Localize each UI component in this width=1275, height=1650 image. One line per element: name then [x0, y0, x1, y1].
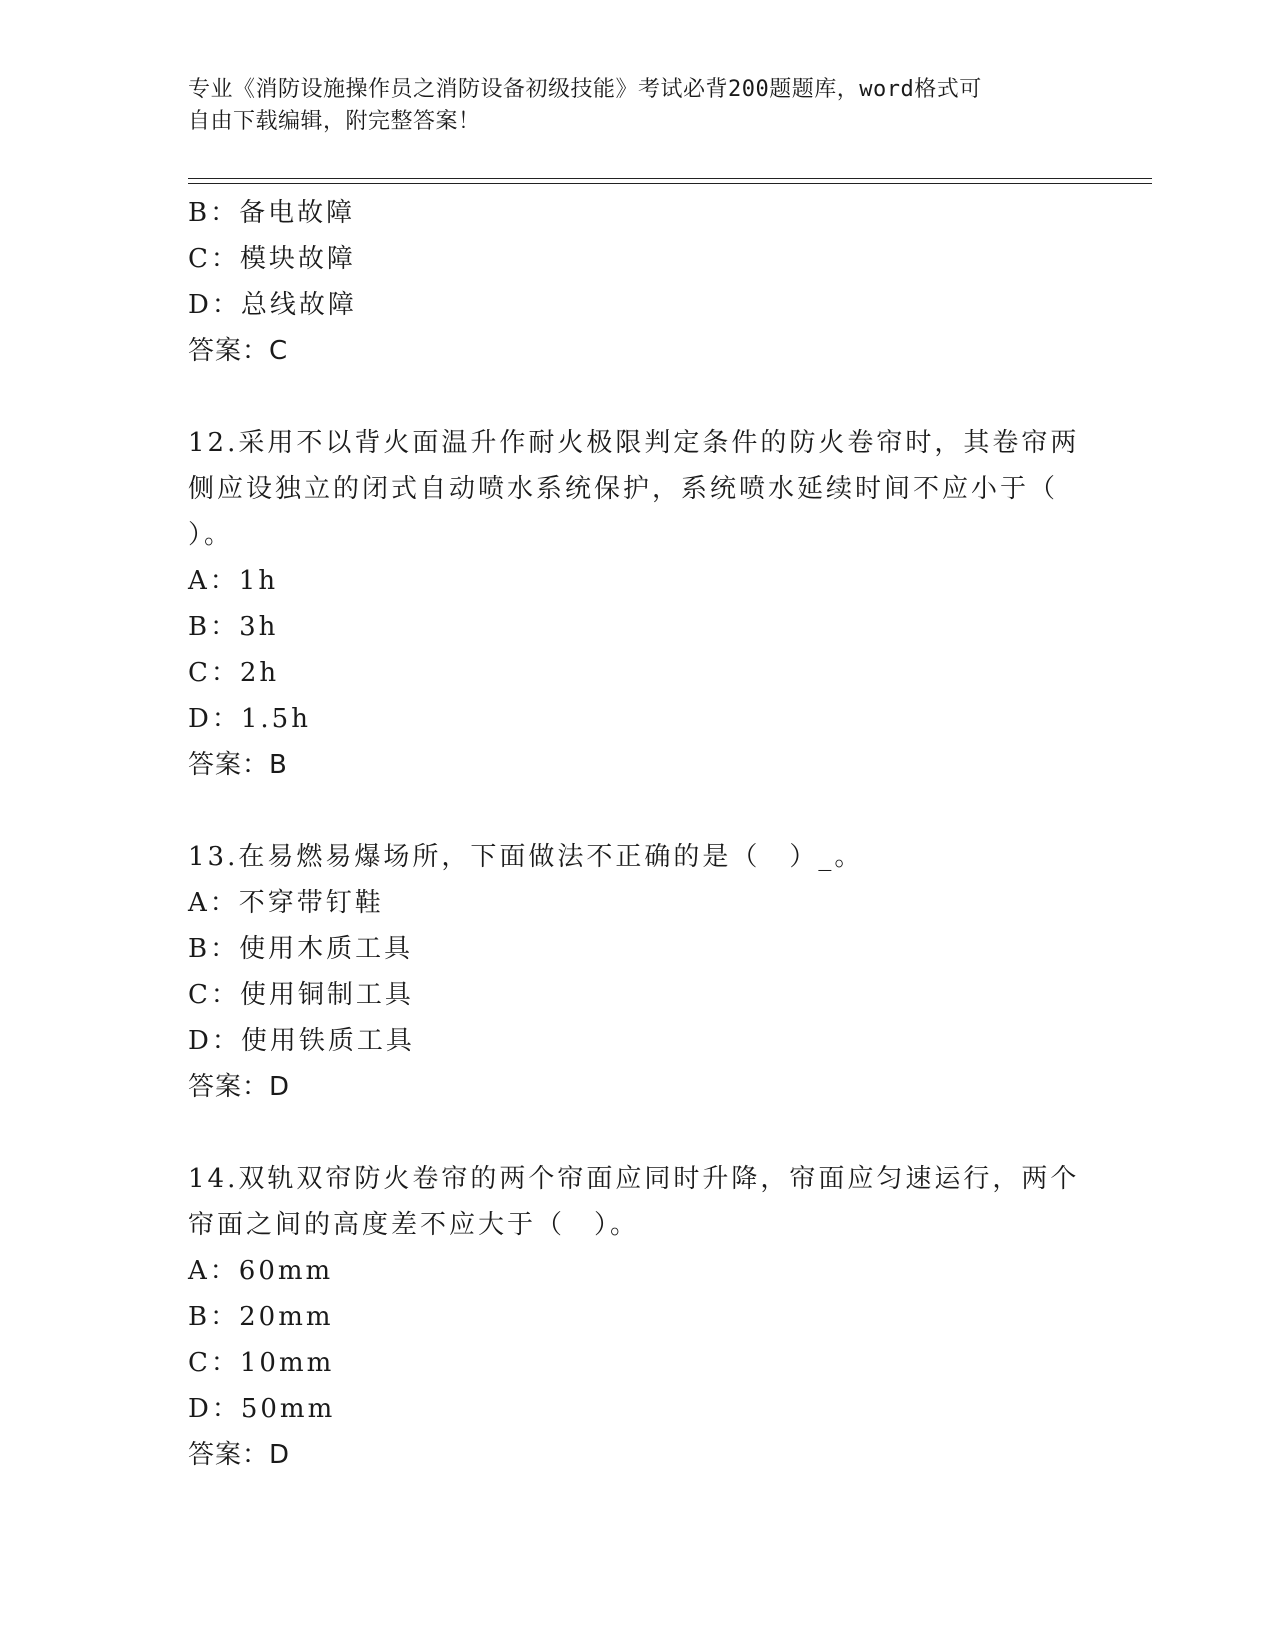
option-c: C：2h	[188, 658, 280, 688]
answer: 答案：D	[188, 1072, 291, 1102]
option-b: B：备电故障	[188, 198, 356, 228]
option-c: C：10mm	[188, 1348, 335, 1378]
option-d: D：50mm	[188, 1394, 336, 1424]
option-d: D：使用铁质工具	[188, 1026, 415, 1056]
question-11-fragment	[188, 190, 1088, 374]
question-content	[188, 190, 1088, 1478]
option-c: C：使用铜制工具	[188, 980, 414, 1010]
option-b: B：3h	[188, 612, 279, 642]
question-text-line: 14.双轨双帘防火卷帘的两个帘面应同时升降，帘面应匀速运行，两个	[188, 1164, 1080, 1194]
question-text-line: 侧应设独立的闭式自动喷水系统保护，系统喷水延续时间不应小于（	[188, 474, 1059, 504]
question-text-line: 13.在易燃易爆场所，下面做法不正确的是（ ）_。	[188, 842, 864, 872]
answer: 答案：B	[188, 750, 288, 780]
option-b: B：使用木质工具	[188, 934, 414, 964]
header-title-line-1: 专业《消防设施操作员之消防设备初级技能》考试必背200题题库，word格式可	[188, 77, 982, 102]
option-a: A：不穿带钉鞋	[188, 888, 384, 918]
question-text-line: ）。	[188, 520, 234, 550]
option-d: D：总线故障	[188, 290, 357, 320]
option-d: D：1.5h	[188, 704, 311, 734]
answer: 答案：C	[188, 336, 289, 366]
spacer	[188, 788, 1088, 834]
header-divider-bottom	[188, 183, 1152, 184]
question-14	[188, 1156, 1088, 1478]
header-divider-top	[188, 178, 1152, 179]
option-b: B：20mm	[188, 1302, 334, 1332]
answer: 答案：D	[188, 1440, 291, 1470]
option-a: A：1h	[188, 566, 279, 596]
option-c: C：模块故障	[188, 244, 356, 274]
document-header	[188, 74, 1068, 138]
question-text-line: 12.采用不以背火面温升作耐火极限判定条件的防火卷帘时，其卷帘两	[188, 428, 1080, 458]
option-a: A：60mm	[188, 1256, 334, 1286]
question-12	[188, 420, 1088, 788]
header-title-line-2: 自由下载编辑，附完整答案！	[188, 109, 481, 134]
question-text-line: 帘面之间的高度差不应大于（ ）。	[188, 1210, 640, 1240]
spacer	[188, 1110, 1088, 1156]
question-13	[188, 834, 1088, 1110]
spacer	[188, 374, 1088, 420]
